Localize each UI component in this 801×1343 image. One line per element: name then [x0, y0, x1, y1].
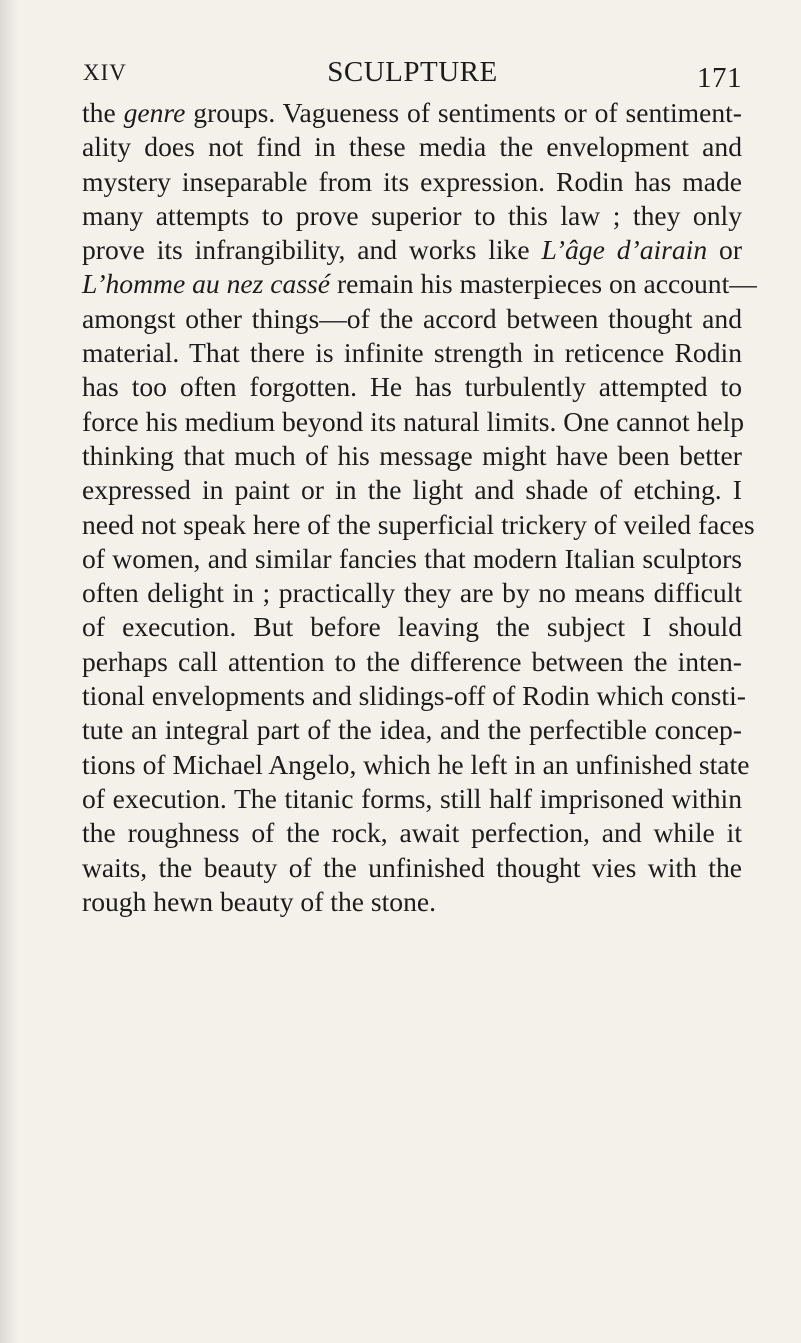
running-header [83, 56, 742, 96]
page-number: 171 [697, 62, 742, 94]
text-line: tute an integral part of the idea, and the perfectible concep- [82, 714, 742, 746]
text-line: often delight in ; practically they are by no means difficult [82, 577, 742, 609]
italic-term: genre [123, 97, 186, 128]
text-line: many attempts to prove superior to this law ; they only [82, 199, 742, 231]
text-line: expressed in paint or in the light and shade of etching. I [82, 474, 742, 506]
text-line: tional envelopments and slidings-off of Rodin which consti- [82, 680, 746, 712]
text-line: need not speak here of the superficial trickery of veiled faces [82, 508, 755, 540]
text-line: force his medium beyond its natural limits. One cannot help [82, 405, 745, 437]
text-line: L’homme au nez cassé remain his masterpieces on account— [82, 268, 757, 300]
text-line: has too often forgotten. He has turbulently attempted to [82, 371, 742, 403]
text-line-last: rough hewn beauty of the stone. [82, 885, 437, 917]
text-line: ality does not find in these media the envelopment and [82, 131, 742, 163]
text-line: mystery inseparable from its expression. Rodin has made [82, 165, 742, 197]
italic-title: L’homme au nez cassé [82, 268, 331, 300]
text-line: of execution. The titanic forms, still half imprisoned within [82, 782, 742, 814]
text-line: amongst other things—of the accord between thought and [82, 302, 742, 334]
text-line: tions of Michael Angelo, which he left in an unfinished state [82, 748, 750, 780]
text-line: prove its infrangibility, and works like L’âge d’airain or [82, 234, 743, 266]
chapter-number: XIV [83, 60, 127, 85]
text-line: the roughness of the rock, await perfection, and while it [82, 817, 742, 849]
text-line: of women, and similar fancies that modern Italian sculptors [82, 542, 742, 574]
text-line: thinking that much of his message might have been better [82, 439, 742, 471]
spine-shadow [0, 0, 18, 1343]
running-title: SCULPTURE [327, 56, 498, 88]
text-line: of execution. But before leaving the subject I should [82, 611, 742, 643]
text-line: waits, the beauty of the unfinished thought vies with the [82, 851, 742, 883]
italic-title: L’âge d’airain [541, 234, 708, 266]
text-line: the genre groups. Vagueness of sentiments or of sentiment- [82, 97, 743, 128]
text-line: perhaps call attention to the difference between the inten- [82, 645, 742, 677]
text-line: material. That there is infinite strength in reticence Rodin [82, 337, 742, 369]
body-paragraph [82, 96, 757, 919]
